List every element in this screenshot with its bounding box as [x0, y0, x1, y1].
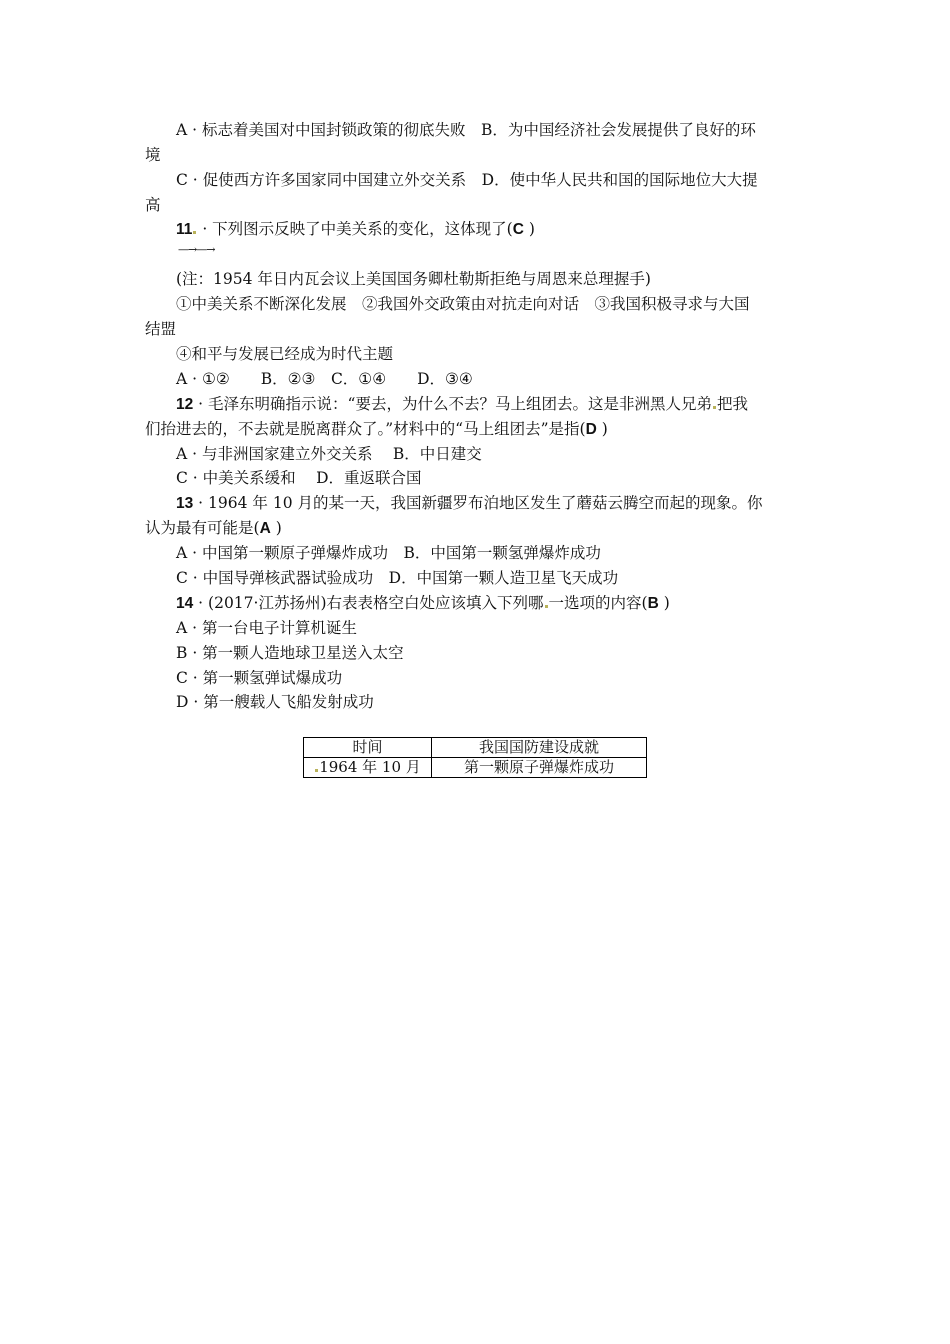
q14-close: ) [658, 594, 670, 612]
q12-text-a: · 毛泽东明确指示说：“要去，为什么不去？马上组团去。这是非洲黑人兄弟 [193, 395, 712, 413]
q12-text-b: 把我 [716, 395, 748, 413]
q14-stem [176, 593, 841, 614]
q11-diagram-arrows: —→—→ [178, 243, 215, 256]
q14-option-b: B · 第一颗人造地球卫星送入太空 [176, 644, 404, 662]
q14-option-c: C · 第一颗氢弹试爆成功 [176, 669, 343, 687]
q10-options-line2: C · 促使西方许多国家同中国建立外交关系 D．使中华人民共和国的国际地位大大提 [176, 171, 758, 189]
q11-options-1: ①中美关系不断深化发展 ②我国外交政策由对抗走向对话 ③我国积极寻求与大国 [176, 295, 750, 313]
q11-options-2: ④和平与发展已经成为时代主题 [176, 345, 394, 363]
q12-stem-line1 [176, 394, 841, 415]
q13-text: · 1964 年 10 月的某一天，我国新疆罗布泊地区发生了蘑菇云腾空而起的现象。你 [193, 494, 763, 512]
q13-stem-line2 [145, 518, 810, 539]
yellow-mark-icon [193, 231, 196, 234]
q12-text-c: 们抬进去的，不去就是脱离群众了。”材料中的“马上组团去”是指( [145, 420, 586, 438]
q13-option-a-b: A · 中国第一颗原子弹爆炸成功 B．中国第一颗氢弹爆炸成功 [176, 544, 601, 562]
q14-option-a: A · 第一台电子计算机诞生 [176, 619, 357, 637]
question-number: 13 [176, 495, 194, 512]
q12-answer: D [585, 421, 597, 438]
q12-stem-line2 [145, 419, 810, 440]
yellow-mark-icon [315, 769, 318, 772]
q13-close: ) [270, 519, 282, 537]
q10-options-line1: A · 标志着美国对中国封锁政策的彻底失败 B．为中国经济社会发展提供了良好的环 [176, 121, 756, 139]
q10-options-line2-wrap: 高 [145, 196, 161, 214]
question-number: 14 [176, 595, 194, 612]
q11-note: (注：1954 年日内瓦会议上美国国务卿杜勒斯拒绝与周恩来总理握手) [176, 270, 651, 288]
table-header-achievement: 我国国防建设成就 [432, 738, 647, 758]
q11-stem [176, 219, 841, 240]
q11-answer: C [512, 221, 524, 238]
question-number: 12 [176, 396, 194, 413]
q13-option-c-d: C · 中国导弹核武器试验成功 D．中国第一颗人造卫星飞天成功 [176, 569, 619, 587]
q13-answer: A [259, 520, 271, 537]
q12-option-c-d: C · 中美关系缓和 D．重返联合国 [176, 469, 422, 487]
q11-close: ) [523, 220, 535, 238]
question-number: 11 [176, 221, 193, 238]
q13-stem-line1 [176, 493, 841, 514]
table-header-time: 时间 [304, 738, 432, 758]
q11-options-1-wrap: 结盟 [145, 320, 177, 338]
q10-options-line1-wrap: 境 [145, 146, 161, 164]
table-row [304, 758, 647, 778]
table-header-row [304, 738, 647, 758]
defense-achievement-table [303, 737, 647, 778]
q11-choices: A · ①② B．②③ C．①④ D．③④ [176, 370, 473, 388]
table-cell-achievement: 第一颗原子弹爆炸成功 [432, 758, 647, 778]
table-cell-time [304, 758, 432, 778]
q14-option-d: D · 第一艘载人飞船发射成功 [176, 693, 374, 711]
yellow-mark-icon [545, 605, 548, 608]
table-cell-time-text: 1964 年 10 月 [319, 758, 421, 776]
yellow-mark-icon [713, 406, 716, 409]
q14-text-a: · (2017·江苏扬州)右表表格空白处应该填入下列哪 [193, 594, 544, 612]
q13-text-b: 认为最有可能是( [145, 519, 260, 537]
q11-text: · 下列图示反映了中美关系的变化，这体现了( [197, 220, 513, 238]
q14-text-b: 一选项的内容( [548, 594, 648, 612]
q12-close: ) [596, 420, 608, 438]
q14-answer: B [647, 595, 659, 612]
q12-option-a-b: A · 与非洲国家建立外交关系 B．中日建交 [176, 445, 482, 463]
